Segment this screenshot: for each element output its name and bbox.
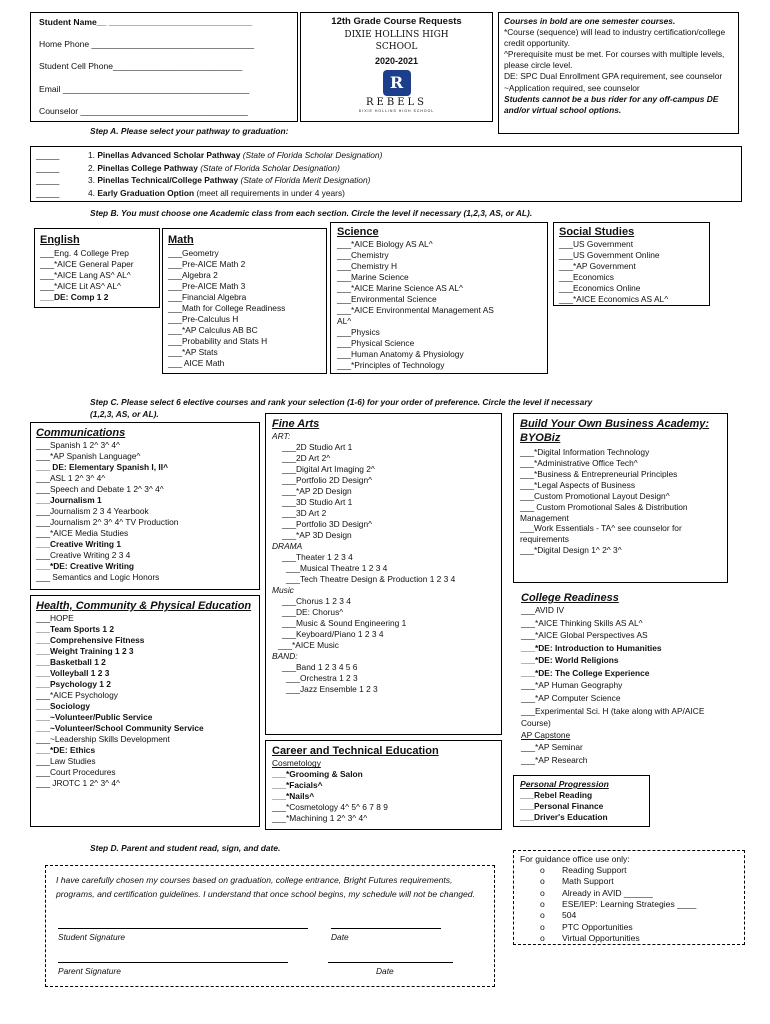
course-item[interactable]: ___US Government Online xyxy=(559,250,660,261)
course-item[interactable]: ___Journalism 2 3 4 Yearbook xyxy=(36,506,149,517)
course-item[interactable]: ___*AP Human Geography xyxy=(521,680,623,691)
course-item[interactable]: ___*Machining 1 2^ 3^ 4^ xyxy=(272,813,368,824)
step-c-label-continued: (1,2,3, AS, or AL). xyxy=(90,409,159,419)
pathway-option[interactable]: _____ 3. Pinellas Technical/College Pathway (State of Florida Merit Designation) xyxy=(36,175,371,185)
english-section xyxy=(34,228,160,308)
grade-title: 12th Grade Course Requests xyxy=(331,16,462,27)
course-item[interactable]: ___*Digital Information Technology xyxy=(520,446,650,457)
course-item[interactable]: ___Basketball 1 2 xyxy=(36,657,106,668)
guidance-item[interactable]: o ESE/IEP: Learning Strategies ____ xyxy=(540,899,697,910)
science-title: Science xyxy=(337,226,379,238)
fine-arts-title: Fine Arts xyxy=(272,418,320,430)
rebels-logo: R xyxy=(383,70,411,96)
course-item[interactable]: ___*DE: Ethics xyxy=(36,745,96,756)
course-item[interactable]: ___*Cosmetology 4^ 5^ 6 7 8 9 xyxy=(272,802,388,813)
course-item[interactable]: ___*AP Seminar xyxy=(521,742,583,753)
home-phone-field[interactable]: Home Phone __________________________________ xyxy=(39,39,255,50)
date-label[interactable]: Date xyxy=(376,966,394,976)
course-item[interactable]: ___DE: Chorus^ xyxy=(282,607,344,618)
course-item[interactable]: ___DE: Comp 1 2 xyxy=(40,292,109,303)
course-item[interactable]: ___*Digital Design 1^ 2^ 3^ xyxy=(520,545,622,556)
agreement-box xyxy=(45,865,495,987)
course-item[interactable]: ___Environmental Science xyxy=(337,294,437,305)
course-item[interactable]: ___Financial Algebra xyxy=(168,292,247,303)
course-item[interactable]: ___Economics xyxy=(559,272,614,283)
course-item[interactable]: ___Musical Theatre 1 2 3 4 xyxy=(286,563,388,574)
course-item[interactable]: ___*Legal Aspects of Business xyxy=(520,479,636,490)
course-item[interactable]: ___*AICE Marine Science AS AL^ xyxy=(337,283,463,294)
note-certification: *Course (sequence) will lead to industry certification/college credit opportunity. xyxy=(504,27,726,49)
course-item[interactable]: ___*AP Calculus AB BC xyxy=(168,325,258,336)
pathway-option[interactable]: _____ 1. Pinellas Advanced Scholar Pathway (State of Florida Scholar Designation) xyxy=(36,150,383,160)
pathway-option[interactable]: _____ 4. Early Graduation Option (meet all requirements in under 4 years) xyxy=(36,187,345,198)
math-title: Math xyxy=(168,234,194,246)
guidance-item[interactable]: o Already in AVID ______ xyxy=(540,887,653,898)
student-signature-label[interactable]: Student Signature xyxy=(58,932,126,942)
course-item[interactable]: ___Team Sports 1 2 xyxy=(36,624,115,635)
course-item[interactable]: ___Pre-Calculus H xyxy=(168,314,239,325)
course-item[interactable]: ___Portfolio 2D Design^ xyxy=(282,475,373,486)
step-a-label: Step A. Please select your pathway to graduation: xyxy=(90,126,289,136)
english-title: English xyxy=(40,234,80,246)
cosmetology-label: Cosmetology xyxy=(272,758,321,769)
guidance-office-box xyxy=(513,850,745,945)
date-label[interactable]: Date xyxy=(331,932,349,942)
course-item[interactable]: ___Sociology xyxy=(36,701,90,712)
health-title: Health, Community & Physical Education xyxy=(36,600,252,612)
course-item[interactable]: ___Physical Science xyxy=(337,338,415,349)
course-item[interactable]: ___Personal Finance xyxy=(520,801,604,812)
course-item[interactable]: ___*DE: The College Experience xyxy=(521,667,650,678)
pathway-option[interactable]: _____ 2. Pinellas College Pathway (State of Florida Scholar Designation) xyxy=(36,162,340,173)
subsection-label: ART: xyxy=(272,431,291,442)
science-section xyxy=(330,222,548,374)
course-item[interactable]: ___3D Art 2 xyxy=(282,508,327,519)
note-dual-enrollment: DE: SPC Dual Enrollment GPA requirement, see counselor xyxy=(504,71,723,82)
course-item[interactable]: ___~Volunteer/Public Service xyxy=(36,712,153,723)
course-item[interactable]: ___Rebel Reading xyxy=(520,790,593,801)
course-item[interactable]: ___*Grooming & Salon xyxy=(272,769,363,780)
course-item[interactable]: ___*AP 2D Design xyxy=(282,486,352,497)
subsection-label: Music xyxy=(272,585,294,596)
course-item[interactable]: ___ASL 1 2^ 3^ 4^ xyxy=(36,473,106,484)
logo-subtext: DIXIE HOLLINS HIGH SCHOOL xyxy=(358,109,435,114)
course-item[interactable]: ___*Business & Entrepreneurial Principles xyxy=(520,468,678,479)
guidance-item[interactable]: o Virtual Opportunities xyxy=(540,932,640,943)
course-item[interactable]: ___*AP Computer Science xyxy=(521,692,621,703)
course-item[interactable]: ___Creative Writing 2 3 4 xyxy=(36,550,131,561)
agreement-text: I have carefully chosen my courses based on graduation, college entrance, Bright Futures requirements, programs, and certification guidelines. I understand that once school begins, my schedule will not be changed. xyxy=(56,875,475,899)
course-item[interactable]: ___*AICE Psychology xyxy=(36,690,118,701)
course-item[interactable]: ___~Volunteer/School Community Service xyxy=(36,723,204,734)
byobiz-section xyxy=(513,413,728,583)
note-application: ~Application required, see counselor xyxy=(504,82,640,93)
course-item[interactable]: ___Probability and Stats H xyxy=(168,336,268,347)
course-item[interactable]: ___Creative Writing 1 xyxy=(36,539,122,550)
guidance-title: For guidance office use only: xyxy=(520,854,630,864)
school-year: 2020-2021 xyxy=(374,55,419,66)
health-section xyxy=(30,595,260,827)
note-prereq: ^Prerequisite must be met. For courses with multiple levels, please circle level. xyxy=(504,49,725,71)
course-item[interactable]: ___Psychology 1 2 xyxy=(36,679,111,690)
course-item[interactable]: ___Eng. 4 College Prep xyxy=(40,248,129,259)
course-item[interactable]: ___*AICE Biology AS AL^ xyxy=(337,239,433,250)
course-item[interactable]: ___ Custom Promotional Sales & Distribution Management xyxy=(520,501,688,523)
course-item[interactable]: ___Chemistry xyxy=(337,250,389,261)
course-item[interactable]: ___*AICE Economics AS AL^ xyxy=(559,294,669,305)
college-readiness-section xyxy=(517,591,732,767)
course-item[interactable]: ___*Facials^ xyxy=(272,780,323,791)
course-item[interactable]: ___Portfolio 3D Design^ xyxy=(282,519,373,530)
course-item[interactable]: ___2D Studio Art 1 xyxy=(282,442,353,453)
course-item[interactable]: ___Custom Promotional Layout Design^ xyxy=(520,490,670,501)
course-item[interactable]: ___*Administrative Office Tech^ xyxy=(520,457,638,468)
course-item[interactable]: ___Court Procedures xyxy=(36,767,116,778)
course-item[interactable]: ___*Nails^ xyxy=(272,791,315,802)
course-item[interactable]: ___Comprehensive Fitness xyxy=(36,635,145,646)
course-item[interactable]: ___*DE: World Religions xyxy=(521,655,619,666)
course-item[interactable]: ___Jazz Ensemble 1 2 3 xyxy=(286,684,378,695)
course-item[interactable]: ___Work Essentials - TA^ see counselor for requirements xyxy=(520,523,682,545)
course-item[interactable]: ___Chorus 1 2 3 4 xyxy=(282,596,351,607)
guidance-item[interactable]: o Reading Support xyxy=(540,865,627,876)
course-item[interactable]: ___*Principles of Technology xyxy=(337,360,445,371)
cte-title: Career and Technical Education xyxy=(272,745,439,757)
communications-title: Communications xyxy=(36,427,126,439)
communications-section xyxy=(30,422,260,590)
course-item[interactable]: ___Digital Art Imaging 2^ xyxy=(282,464,375,475)
course-item[interactable]: ___Spanish 1 2^ 3^ 4^ xyxy=(36,440,120,451)
course-item[interactable]: ___*AP 3D Design xyxy=(282,530,352,541)
ap-capstone-label: AP Capstone xyxy=(521,729,571,740)
course-item-continued: AL^ xyxy=(337,316,352,327)
course-item[interactable]: ___ AICE Math xyxy=(168,358,225,369)
course-item[interactable]: ___Economics Online xyxy=(559,283,641,294)
course-item[interactable]: ___*AP Government xyxy=(559,261,636,272)
course-item[interactable]: ___*AICE Media Studies xyxy=(36,528,129,539)
course-item[interactable]: ___ Semantics and Logic Honors xyxy=(36,572,160,583)
course-item[interactable]: ___Physics xyxy=(337,327,380,338)
fine-arts-section xyxy=(265,413,502,735)
course-item[interactable]: ___*AP Research xyxy=(521,754,588,765)
email-field[interactable]: Email _______________________________________ xyxy=(39,83,250,94)
course-item[interactable]: ___Law Studies xyxy=(36,756,96,767)
notes-box xyxy=(498,12,739,134)
guidance-item[interactable]: o Math Support xyxy=(540,876,614,887)
course-item[interactable]: ___HOPE xyxy=(36,613,74,624)
parent-signature-label[interactable]: Parent Signature xyxy=(58,966,121,976)
course-item[interactable]: ___ DE: Elementary Spanish I, II^ xyxy=(36,462,168,473)
course-item[interactable]: ___Journalism 2^ 3^ 4^ TV Production xyxy=(36,517,179,528)
course-item[interactable]: ___Volleyball 1 2 3 xyxy=(36,668,110,679)
course-item[interactable]: ___Algebra 2 xyxy=(168,270,218,281)
step-c-label: Step C. Please select 6 elective courses and rank your selection (1-6) for your order of preference. Circle the level if necessary xyxy=(90,397,593,407)
byobiz-title: Build Your Own Business Academy: BYOBiz xyxy=(520,418,710,445)
course-item[interactable]: ___*AICE General Paper xyxy=(40,259,134,270)
school-header-box xyxy=(300,12,493,122)
course-item[interactable]: ___Journalism 1 xyxy=(36,495,102,506)
guidance-item[interactable]: o 504 xyxy=(540,910,577,921)
course-item[interactable]: ___*AICE Music xyxy=(278,640,339,651)
pathway-box xyxy=(30,146,742,202)
student-name-field[interactable]: Student Name__ ______________________________ xyxy=(39,17,253,27)
course-item[interactable]: ___*AP Spanish Language^ xyxy=(36,451,141,462)
course-item[interactable]: ___Human Anatomy & Physiology xyxy=(337,349,464,360)
social-studies-title: Social Studies xyxy=(559,226,635,238)
course-item[interactable]: ___Math for College Readiness xyxy=(168,303,286,314)
course-item[interactable]: ___ JROTC 1 2^ 3^ 4^ xyxy=(36,778,120,789)
course-item[interactable]: ___Music & Sound Engineering 1 xyxy=(282,618,407,629)
cell-phone-field[interactable]: Student Cell Phone___________________________ xyxy=(39,61,243,72)
math-section xyxy=(162,228,327,374)
course-item[interactable]: ___Theater 1 2 3 4 xyxy=(282,552,353,563)
counselor-field[interactable]: Counselor ___________________________________ xyxy=(39,105,248,116)
course-item[interactable]: ___AVID IV xyxy=(521,605,565,616)
course-item[interactable]: ___*AICE Environmental Management AS xyxy=(337,305,494,316)
course-item[interactable]: ___US Government xyxy=(559,239,634,250)
course-item[interactable]: ___3D Studio Art 1 xyxy=(282,497,353,508)
school-name: DIXIE HOLLINS HIGH SCHOOL xyxy=(344,30,449,53)
course-item[interactable]: ___Keyboard/Piano 1 2 3 4 xyxy=(282,629,384,640)
step-d-label: Step D. Parent and student read, sign, and date. xyxy=(90,843,281,853)
subsection-label: DRAMA xyxy=(272,541,303,552)
logo-text: REBELS xyxy=(366,97,427,109)
social-studies-section xyxy=(553,222,710,306)
note-bus-rider: Students cannot be a bus rider for any off-campus DE and/or virtual school options. xyxy=(504,93,719,115)
step-b-label: Step B. You must choose one Academic class from each section. Circle the level if necessary (1,2,3, AS, or AL). xyxy=(90,208,533,218)
course-item[interactable]: ___Weight Training 1 2 3 xyxy=(36,646,134,657)
course-item[interactable]: ___*AICE Global Perspectives AS xyxy=(521,630,648,641)
personal-progression-section xyxy=(513,775,650,827)
note-bold: Courses in bold are one semester courses. xyxy=(504,16,676,26)
course-item[interactable]: ___*DE: Creative Writing xyxy=(36,561,135,572)
college-readiness-title: College Readiness xyxy=(521,592,619,604)
course-item[interactable]: ___*AP Stats xyxy=(168,347,218,358)
course-item[interactable]: ___Pre-AICE Math 2 xyxy=(168,259,246,270)
course-item[interactable]: ___2D Art 2^ xyxy=(282,453,331,464)
student-info-box xyxy=(30,12,298,122)
course-item[interactable]: ___Driver's Education xyxy=(520,812,608,823)
guidance-item[interactable]: o PTC Opportunities xyxy=(540,921,633,932)
course-item[interactable]: ___Experimental Sci. H (take along with AP/AICE Course) xyxy=(521,706,705,729)
course-item[interactable]: ___*AICE Thinking Skills AS AL^ xyxy=(521,617,643,628)
course-item[interactable]: ___*DE: Introduction to Humanities xyxy=(521,642,662,653)
course-item[interactable]: ___Tech Theatre Design & Production 1 2 3 4 xyxy=(286,574,456,585)
course-item[interactable]: ___Speech and Debate 1 2^ 3^ 4^ xyxy=(36,484,164,495)
course-item[interactable]: ___Orchestra 1 2 3 xyxy=(286,673,358,684)
course-item[interactable]: ___*AICE Lang AS^ AL^ xyxy=(40,270,131,281)
course-item[interactable]: ___Pre-AICE Math 3 xyxy=(168,281,246,292)
cte-section xyxy=(265,740,502,830)
subsection-label: BAND: xyxy=(272,651,298,662)
course-item[interactable]: ___~Leadership Skills Development xyxy=(36,734,170,745)
course-item[interactable]: ___Band 1 2 3 4 5 6 xyxy=(282,662,358,673)
course-item[interactable]: ___Chemistry H xyxy=(337,261,398,272)
course-item[interactable]: ___*AICE Lit AS^ AL^ xyxy=(40,281,121,292)
course-item[interactable]: ___Geometry xyxy=(168,248,219,259)
course-item[interactable]: ___Marine Science xyxy=(337,272,409,283)
personal-progression-title: Personal Progression xyxy=(520,779,609,789)
